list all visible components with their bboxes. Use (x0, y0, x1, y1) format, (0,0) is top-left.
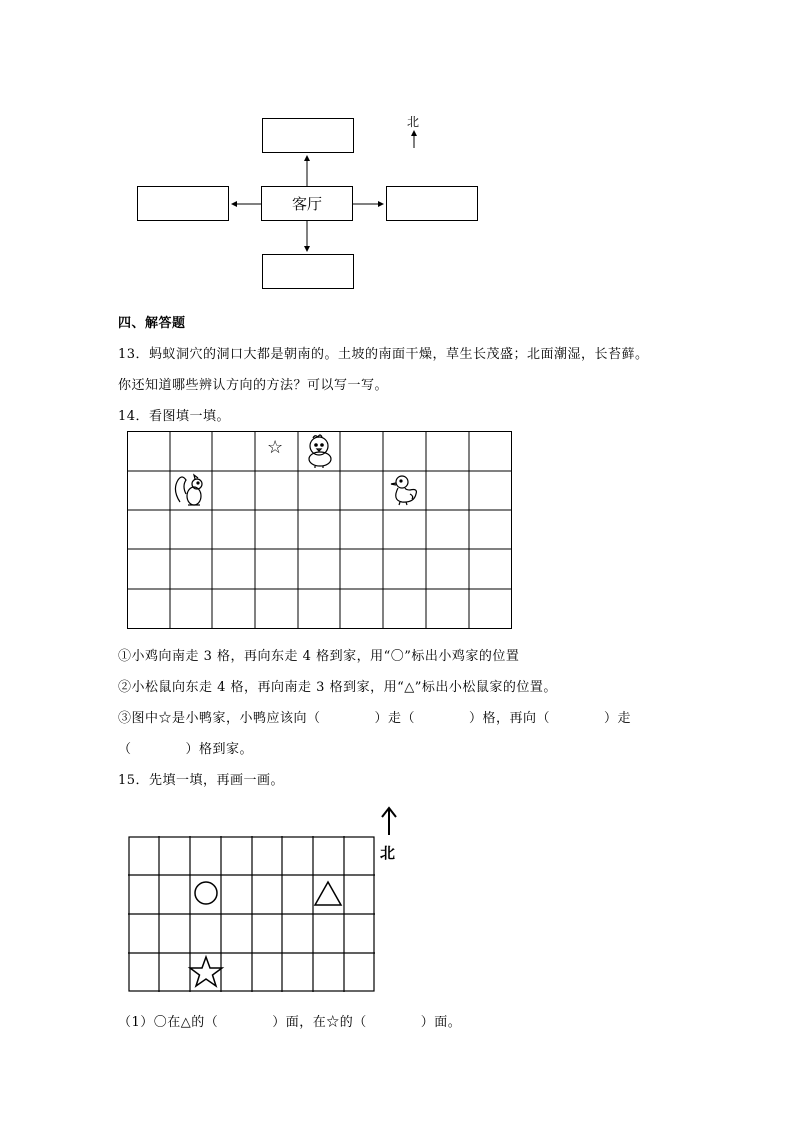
q13-line2: 你还知道哪些辨认方向的方法？可以写一写。 (118, 378, 389, 393)
q15-title: 15．先填一填，再画一画。 (118, 773, 285, 788)
q15-north-label: 北 (380, 844, 396, 862)
q14-grid (127, 431, 512, 629)
q15-grid (128, 836, 375, 992)
diagram-arrows (0, 0, 794, 300)
star-shape (190, 957, 222, 986)
north-label: 北 (407, 115, 420, 129)
q14-item2: ②小松鼠向东走 4 格，再向南走 3 格到家，用“△”标出小松鼠家的位置。 (118, 680, 557, 695)
q14-item3: ③图中☆是小鸭家，小鸭应该向（ ）走（ ）格，再向（ ）走 (118, 711, 632, 726)
living-room-label: 客厅 (291, 195, 322, 213)
q15-item1: （1）〇在△的（ ）面，在☆的（ ）面。 (118, 1015, 462, 1030)
q15-grid-lines (128, 836, 375, 992)
q15-north-arrow (378, 806, 400, 836)
chick-icon (303, 433, 337, 469)
q14-item1: ①小鸡向南走 3 格，再向东走 4 格到家，用“〇”标出小鸡家的位置 (118, 649, 520, 664)
q14-item3-cont: （ ）格到家。 (118, 742, 254, 757)
circle-shape (195, 882, 217, 904)
triangle-shape (315, 882, 341, 905)
squirrel-icon (172, 472, 208, 510)
section-heading: 四、解答题 (118, 316, 186, 331)
duck-icon (388, 472, 422, 508)
q14-title: 14．看图填一填。 (118, 409, 231, 424)
q13-line1: 13．蚂蚁洞穴的洞口大都是朝南的。土坡的南面干燥，草生长茂盛；北面潮湿，长苔藓。 (118, 347, 649, 362)
star-icon: ☆ (267, 437, 284, 458)
